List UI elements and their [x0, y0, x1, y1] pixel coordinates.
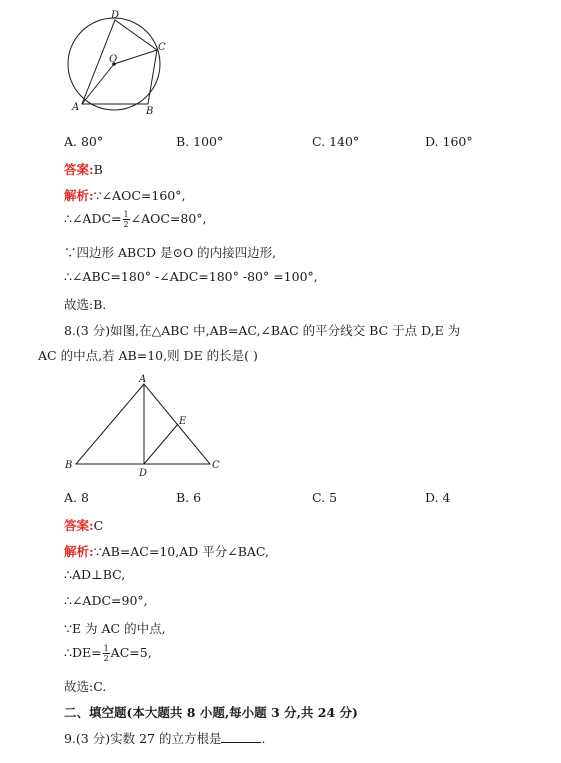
- label-e: E: [179, 416, 187, 427]
- label-o: O: [109, 54, 118, 65]
- q8-analysis-5-pre: ∴DE=: [64, 645, 102, 660]
- label-a: A: [72, 102, 80, 113]
- answer-blank: [221, 730, 261, 743]
- q7-analysis-text-1: ∵∠AOC=160°,: [93, 188, 186, 203]
- q9-stem-post: .: [261, 731, 266, 746]
- q7-option-d: D. 160°: [425, 134, 473, 149]
- fraction-den: 2: [103, 654, 109, 663]
- q7-analysis-5: 故选:B.: [64, 297, 107, 312]
- segment-de: [144, 424, 178, 464]
- fraction-num: 1: [103, 644, 109, 653]
- q7-answer-value: B: [93, 162, 103, 177]
- q8-analysis-5: [64, 644, 152, 663]
- q8-analysis-5-post: AC=5,: [110, 645, 152, 660]
- q7-option-c: C. 140°: [312, 134, 360, 149]
- q8-stem-2: AC 的中点,若 AB=10,则 DE 的长是( ): [38, 348, 258, 363]
- q8-answer-label: 答案:: [64, 518, 94, 533]
- q7-option-b: B. 100°: [176, 134, 224, 149]
- q8-analysis-4: ∵E 为 AC 的中点,: [64, 621, 166, 636]
- q8-analysis-1: [64, 542, 269, 560]
- q7-answer-label: 答案:: [64, 162, 94, 177]
- fraction-num: 1: [123, 210, 129, 219]
- segment-oc: [114, 50, 157, 64]
- q8-answer-value: C: [93, 518, 104, 533]
- fraction-half: [103, 644, 110, 663]
- fraction-half: [123, 210, 130, 229]
- q7-analysis-label: 解析:: [64, 188, 94, 203]
- q7-analysis-3: ∵四边形 ABCD 是⊙O 的内接四边形,: [64, 245, 277, 260]
- q8-stem-1: 8.(3 分)如图,在△ABC 中,AB=AC,∠BAC 的平分线交 BC 于点 D,E 为: [64, 323, 461, 338]
- label-c: C: [212, 460, 220, 471]
- q7-option-a: A. 80°: [64, 134, 104, 149]
- label-b: B: [65, 460, 73, 471]
- q7-analysis-1: [64, 186, 185, 204]
- fraction-den: 2: [123, 220, 129, 229]
- circle-figure: [62, 10, 172, 118]
- q8-option-a: A. 8: [64, 490, 89, 505]
- section-heading: 二、填空题(本大题共 8 小题,每小题 3 分,共 24 分): [64, 705, 358, 720]
- triangle-abc: [76, 384, 210, 464]
- label-d: D: [139, 468, 148, 479]
- q8-option-c: C. 5: [312, 490, 338, 505]
- q7-analysis-2-pre: ∴∠ADC=: [64, 211, 122, 226]
- q7-analysis-4: ∴∠ABC=180° -∠ADC=180° -80° =100°,: [64, 269, 318, 284]
- q8-analysis-text-1: ∵AB=AC=10,AD 平分∠BAC,: [93, 544, 270, 559]
- triangle-figure: [62, 372, 232, 482]
- q8-analysis-label: 解析:: [64, 544, 94, 559]
- q8-answer: [64, 516, 103, 534]
- q9-stem-pre: 9.(3 分)实数 27 的立方根是: [64, 731, 222, 746]
- q8-analysis-6: 故选:C.: [64, 679, 107, 694]
- q7-analysis-2: [64, 210, 207, 229]
- q7-answer: [64, 160, 103, 178]
- q8-analysis-2: ∴AD⊥BC,: [64, 567, 126, 582]
- label-d: D: [111, 10, 120, 21]
- q8-analysis-3: ∴∠ADC=90°,: [64, 593, 148, 608]
- segment-ao: [82, 64, 114, 104]
- label-c: C: [158, 42, 166, 53]
- q8-option-b: B. 6: [176, 490, 202, 505]
- q8-option-d: D. 4: [425, 490, 451, 505]
- q7-analysis-2-post: ∠AOC=80°,: [130, 211, 207, 226]
- label-b: B: [146, 106, 154, 117]
- label-a: A: [139, 374, 147, 385]
- q9-stem: [64, 729, 265, 747]
